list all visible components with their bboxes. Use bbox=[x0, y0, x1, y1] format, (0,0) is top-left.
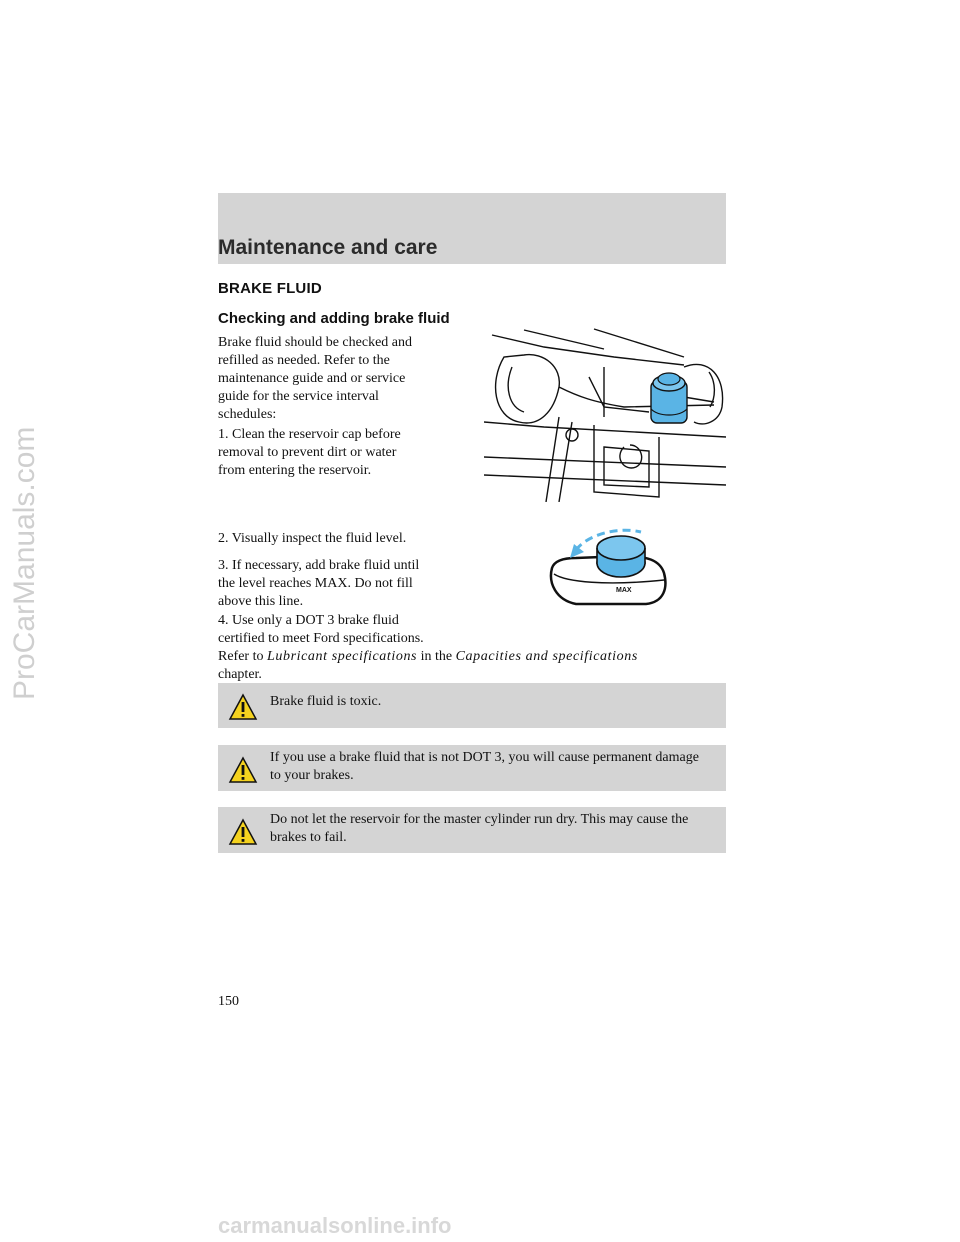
bottom-watermark: carmanualsonline.info bbox=[218, 1213, 452, 1238]
intro-line: Brake fluid should be checked and bbox=[218, 335, 412, 350]
max-level-label: MAX bbox=[616, 587, 632, 594]
step-3-paragraph bbox=[218, 557, 419, 611]
warning-text: Brake fluid is toxic. bbox=[270, 694, 382, 709]
step-1-line: from entering the reservoir. bbox=[218, 463, 372, 478]
intro-line: schedules: bbox=[218, 407, 277, 422]
brake-reservoir-highlight bbox=[651, 373, 687, 423]
warning-text: Do not let the reservoir for the master cylinder run dry. This may cause the brakes to fail. bbox=[270, 812, 689, 845]
side-watermark: ProCarManuals.com bbox=[8, 426, 41, 700]
warning-triangle-icon bbox=[228, 693, 258, 721]
warning-box bbox=[218, 745, 726, 791]
step-3-line: the level reaches MAX. Do not fill bbox=[218, 576, 413, 591]
reference-prefix: Refer to bbox=[218, 649, 264, 664]
reference-suffix: chapter. bbox=[218, 667, 262, 682]
page-number: 150 bbox=[218, 994, 239, 1009]
step-1-line: removal to prevent dirt or water bbox=[218, 445, 397, 460]
intro-line: refilled as needed. Refer to the bbox=[218, 353, 390, 368]
warning-text: If you use a brake fluid that is not DOT 3, you will cause permanent damage to your brakes. bbox=[270, 750, 699, 783]
step-4-paragraph bbox=[218, 612, 738, 684]
step-3-line: 3. If necessary, add brake fluid until bbox=[218, 558, 420, 573]
subsection-title: Checking and adding brake fluid bbox=[218, 310, 450, 327]
step-4-line: certified to meet Ford specifications. bbox=[218, 631, 424, 646]
section-title: BRAKE FLUID bbox=[218, 280, 322, 297]
page-header-title: Maintenance and care bbox=[218, 236, 438, 259]
capacities-specifications-reference: Capacities and specifications bbox=[455, 649, 638, 664]
warning-box bbox=[218, 807, 726, 853]
step-4-line: 4. Use only a DOT 3 brake fluid bbox=[218, 613, 399, 628]
reservoir-cap-illustration bbox=[546, 528, 670, 608]
reference-mid: in the bbox=[420, 649, 453, 664]
intro-paragraph bbox=[218, 334, 412, 424]
step-1-paragraph bbox=[218, 426, 401, 480]
warning-box bbox=[218, 683, 726, 728]
step-1-line: 1. Clean the reservoir cap before bbox=[218, 427, 401, 442]
lubricant-specifications-reference: Lubricant specifications bbox=[266, 649, 418, 664]
section-header-band bbox=[218, 193, 726, 264]
step-3-line: above this line. bbox=[218, 594, 304, 609]
step-2-line: 2. Visually inspect the fluid level. bbox=[218, 531, 407, 546]
intro-line: guide for the service interval bbox=[218, 389, 379, 404]
step-2-paragraph bbox=[218, 530, 406, 548]
warning-triangle-icon bbox=[228, 756, 258, 784]
engine-bay-illustration bbox=[484, 327, 726, 502]
warning-triangle-icon bbox=[228, 818, 258, 846]
intro-line: maintenance guide and or service bbox=[218, 371, 406, 386]
